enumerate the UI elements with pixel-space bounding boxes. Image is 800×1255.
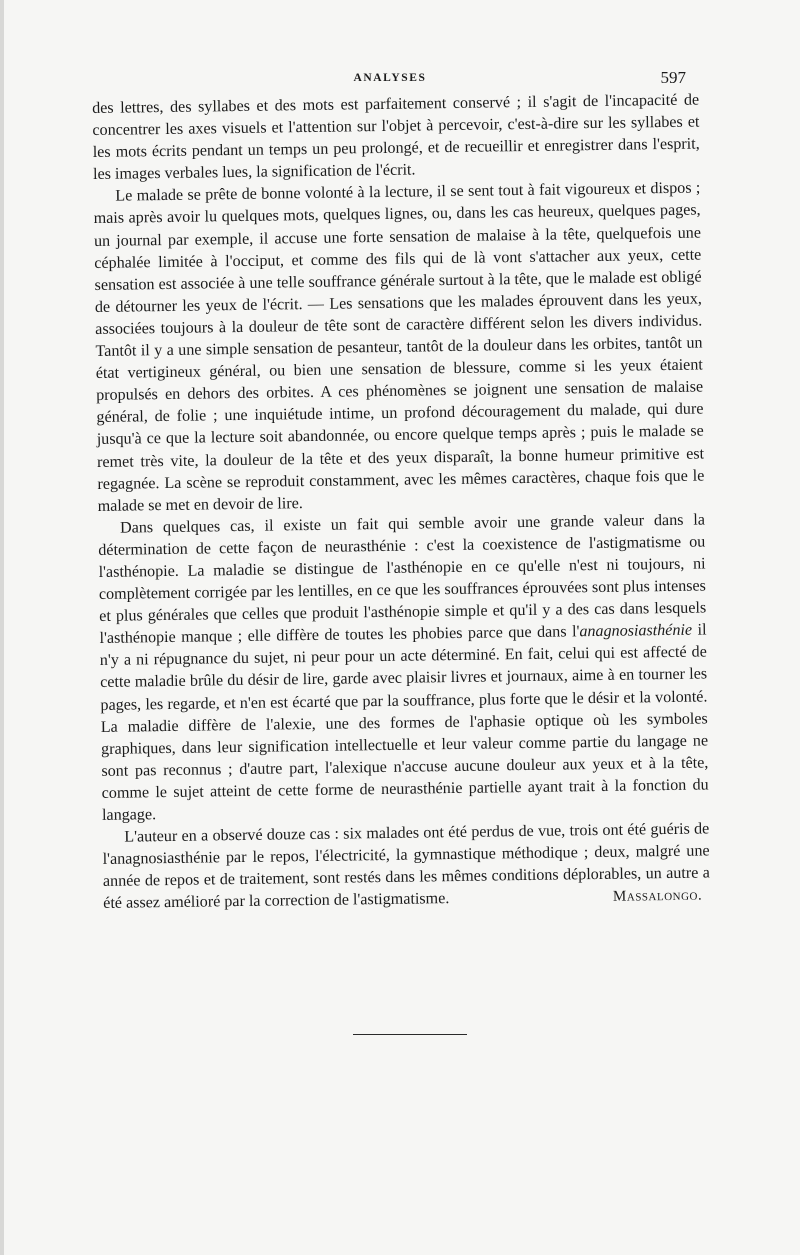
author-signature: Massalongo. [612,888,703,906]
scan-edge [0,0,4,1255]
paragraph-3 [98,509,709,827]
paragraph-1: des lettres, des syllabes et des mots est parfaitement conservé ; il s'agit de l'incapacité de concentrer les axes visuels et l'attention sur l'objet à percevoir, c'est-à-dire sur les syllabes et les mots écrits pendant un temps un peu prolongé, et de recueillir et enregistrer dans l'esprit, les images verbales lues, la signification de l'écrit. [92,91,700,184]
term-anagnosiasthenie: anagnosiasthénie [579,621,693,641]
page-number: 597 [660,68,686,87]
section-divider [353,1034,467,1035]
paragraph-3-part-2: il n'y a ni répugnance du sujet, ni peur pour un acte déterminé. En fait, celui qui est affecté de cette maladie brûle du désir de lire, garde avec plaisir livres et journaux, aime à en tourner les pages, les regarde, et n'en est écarté que par la souffrance, plus forte que le désir et la volonté. La maladie diffère de l'alexie, une des formes de l'aphasie optique où les symboles graphiques, dans leur signification intellectuelle et leur valeur comme partie du langage ne sont pas reconnus ; d'autre part, l'alexique n'accuse aucune douleur aux yeux et à la tête, comme le sujet atteint de cette forme de neurasthénie partielle ayant trait à la fonction du langage. [99,621,709,824]
article-body [92,90,710,916]
paragraph-4: L'auteur en a observé douze cas : six malades ont été perdus de vue, trois ont été guéris de l'anagnosiasthénie par le repos, l'électricité, la gymnastique méthodique ; deux, malgré une année de repos et de traitement, sont restés dans les mêmes conditions déplorables, un autre a été assez amélioré par la correction de l'astigmatisme. [102,820,711,913]
paragraph-3-part-1: Dans quelques cas, il existe un fait qui semble avoir une grande valeur dans la détermination de cette façon de neurasthénie : c'est la coexistence de l'astigmatisme ou l'asthénopie. La maladie se distingue de l'asthénopie en ce qu'elle n'est ni toujours, ni complètement corrigée par les lentilles, en ce que les souffrances éprouvées sont plus intenses et plus générales que celles que produit l'asthénopie simple et qu'il y a des cas dans lesquels l'asthénopie manque ; elle diffère de toutes les phobies parce que dans l' [98,511,707,648]
paragraph-2: Le malade se prête de bonne volonté à la lecture, il se sent tout à fait vigoureux et dispos ; mais après avoir lu quelques mots, quelques lignes, ou, dans les cas heureux, quelques pages, un journal par exemple, il accuse une forte sensation de malaise à la tête, quelquefois une céphalée limitée à l'occiput, et comme des fils qui de là vont s'attacher aux yeux, cette sensation est associée à une telle souffrance générale surtout à la tête, que le malade est obligé de détourner les yeux de l'écrit. — Les sensations que les malades éprouvent dans les yeux, associées toujours à la douleur de tête sont de caractère différent selon les divers individus. Tantôt il y a une simple sensation de pesanteur, tantôt de la douleur dans les orbites, tantôt un état vertigineux général, ou bien une sensation de blessure, comme si les yeux étaient propulsés en dehors des orbites. A ces phénomènes se joignent une sensation de malaise général, de folie ; une inquiétude intime, un profond découragement du malade, qui dure jusqu'à ce que la lecture soit abandonnée, ou encore quelque temps après ; puis le malade se remet très vite, la douleur de la tête et des yeux disparaît, la bonne humeur primitive est regagnée. La scène se reproduit constamment, avec les mêmes caractères, chaque fois que le malade se met en devoir de lire. [93,179,705,515]
running-title: ANALYSES [353,72,427,84]
